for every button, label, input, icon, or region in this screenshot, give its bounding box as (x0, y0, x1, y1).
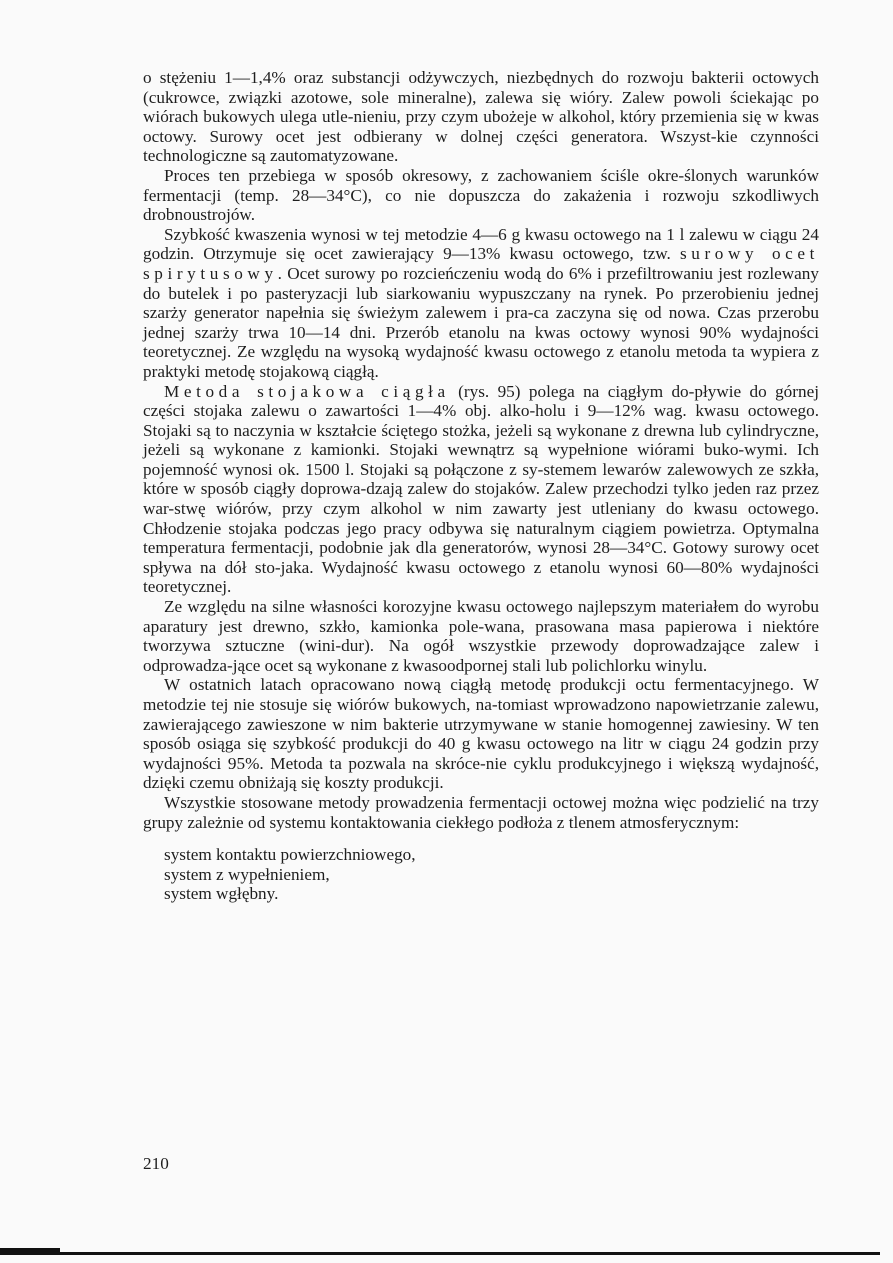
paragraph-2 (143, 166, 819, 225)
page-body (143, 68, 819, 904)
bottom-scan-edge (0, 1252, 880, 1255)
paragraph-text: Ze względu na silne własności korozyjne kwasu octowego najlepszym materiałem do wyrobu aparatury jest drewno, szkło, kamionka pole-wana, prasowana masa papierowa i niektóre tworzywa sztuczne (wini-dur). Na ogół wszystkie przewody doprowadzające zalew i odprowadza-jące ocet są wykonane z kwasoodpornej stali lub polichlorku winylu. (143, 597, 819, 675)
page-number: 210 (143, 1154, 169, 1173)
paragraph-text: (rys. 95) polega na ciągłym do-pływie do górnej części stojaka zalewu o zawartości 1—4% obj. alko-holu i 9—12% wag. kwasu octowego. Stojaki są to naczynia w kształcie ściętego stożka, jeżeli są wykonane z drewna lub cylindryczne, jeżeli są wykonane z kamionki. Stojaki wewnątrz są wypełnione wiórami buko-wymi. Ich pojemność wynosi ok. 1500 l. Stojaki są połączone z sy-stemem lewarów zalewowych ze szkła, które w sposób ciągły doprowa-dzają zalew do stojaków. Zalew przechodzi tylko jeden raz przez war-stwę wiórów, przy czym alkohol w nim zawarty jest utleniany do kwasu octowego. Chłodzenie stojaka podczas jego pracy odbywa się naturalnym ciągiem powietrza. Optymalna temperatura fermentacji, podobnie jak dla generatorów, wynosi 28—34°C. Gotowy surowy ocet spływa na dół sto-jaka. Wydajność kwasu octowego z etanolu wynosi 60—80% wydajności teoretycznej. (143, 381, 819, 597)
paragraph-5 (143, 597, 819, 675)
system-list (143, 845, 819, 904)
spaced-term-surowy-ocet: surowy ocet spirytusowy (143, 244, 819, 283)
paragraph-6 (143, 675, 819, 793)
spaced-term-metoda-stojakowa: Metoda stojakowa ciągła (164, 381, 450, 401)
paragraph-text: Szybkość kwaszenia wynosi w tej metodzie 4—6 g kwasu octowego na 1 l zalewu w ciągu 24 godzin. Otrzymuje się ocet zawierający 9—13% kwasu octowego, tzw. (143, 224, 819, 264)
list-item: system wgłębny. (164, 884, 279, 904)
paragraph-4 (143, 382, 819, 598)
list-item: system z wypełnieniem, (164, 864, 330, 884)
list-item: system kontaktu powierzchniowego, (164, 845, 416, 865)
paragraph-text: o stężeniu 1—1,4% oraz substancji odżywczych, niezbędnych do rozwoju bakterii octowych (cukrowce, związki azotowe, sole mineralne), zalewa się wióry. Zalew powoli ściekając po wiórach bukowych ulega utle-nieniu, przy czym ubożeje w alkohol, który przemienia się w kwas octowy. Surowy ocet jest odbierany w dolnej części generatora. Wszyst-kie czynności technologiczne są zautomatyzowane. (143, 68, 819, 166)
paragraph-1 (143, 68, 819, 166)
paragraph-3 (143, 225, 819, 382)
paragraph-text: W ostatnich latach opracowano nową ciągłą metodę produkcji octu fermentacyjnego. W metodzie tej nie stosuje się wiórów bukowych, na-tomiast wprowadzono napowietrzanie zalewu, zawierającego zawieszone w nim bakterie utrzymywane w stanie homogennej zawiesiny. W ten sposób osiąga się szybkość produkcji do 40 g kwasu octowego na litr w ciągu 24 godzin przy wydajności 95%. Metoda ta pozwala na skróce-nie cyklu produkcyjnego i większą wydajność, dzięki czemu obniżają się koszty produkcji. (143, 675, 819, 793)
paragraph-7 (143, 793, 819, 832)
paragraph-text: Wszystkie stosowane metody prowadzenia fermentacji octowej można więc podzielić na trzy grupy zależnie od systemu kontaktowania ciekłego podłoża z tlenem atmosferycznym: (143, 792, 819, 832)
paragraph-text: Proces ten przebiega w sposób okresowy, z zachowaniem ściśle okre-ślonych warunków fermentacji (temp. 28—34°C), co nie dopuszcza do zakażenia i rozwoju szkodliwych drobnoustrojów. (143, 165, 819, 225)
paragraph-text: . Ocet surowy po rozcieńczeniu wodą do 6% i przefiltrowaniu jest rozlewany do butelek i po pasteryzacji lub siarkowaniu wypuszczany na rynek. Po przerobieniu jednej szarży generator napełnia się świeżym zalewem i pra-ca zaczyna się od nowa. Czas przerobu jednej szarży trwa 10—14 dni. Przerób etanolu na kwas octowy wynosi 90% wydajności teoretycznej. Ze względu na wysoką wydajność kwasu octowego z etanolu metoda ta wypiera z praktyki metodę stojakową ciągłą. (143, 263, 819, 381)
